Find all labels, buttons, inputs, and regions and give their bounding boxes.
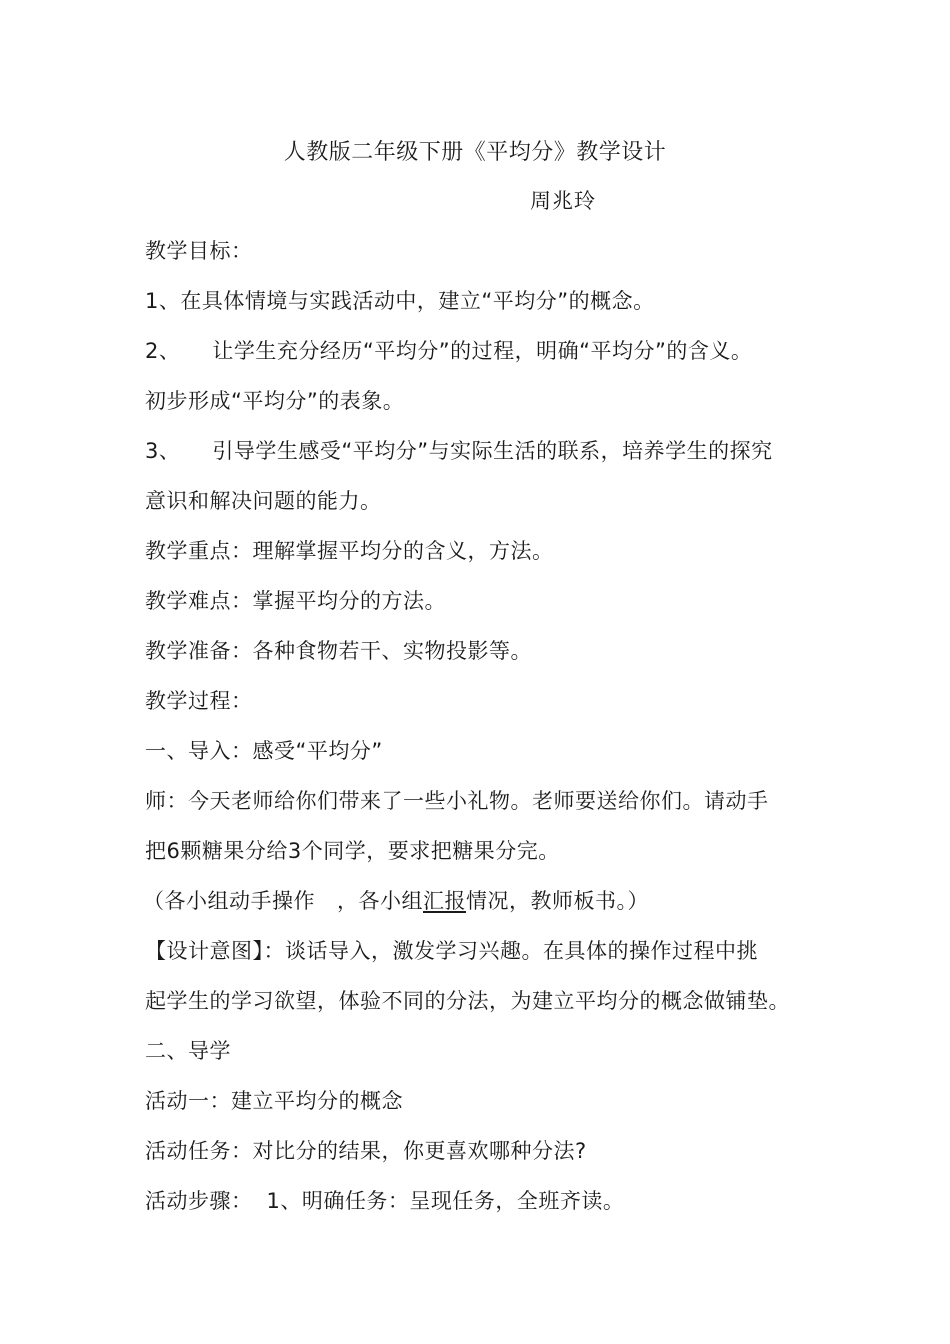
teacher-speech: 师：今天老师给你们带来了一些小礼物。老师要送给你们。请动手 — [145, 789, 769, 813]
group-activity-part-1: （各小组动手操作 — [143, 889, 315, 913]
objective-3-text: 引导学生感受“平均分”与实际生活的联系，培养学生的探究 — [212, 439, 773, 463]
key-points: 教学重点：理解掌握平均分的含义，方法。 — [145, 539, 554, 563]
objective-2-text: 让学生充分经历“平均分”的过程，明确“平均分”的含义。 — [212, 339, 753, 363]
group-activity-note — [143, 887, 649, 915]
activity-steps-label: 活动步骤： — [145, 1189, 253, 1213]
objective-2 — [145, 337, 752, 365]
activity-1-heading: 活动一：建立平均分的概念 — [145, 1089, 403, 1113]
section-heading-process: 教学过程： — [145, 689, 253, 713]
author-name: 周兆玲 — [530, 189, 596, 213]
group-activity-part-2: ，各小组 — [337, 889, 423, 913]
underlined-word-report: 汇报 — [423, 889, 466, 913]
step-1-heading: 一、导入：感受“平均分” — [145, 739, 383, 763]
section-heading-objectives: 教学目标： — [145, 239, 253, 263]
objective-2-number: 2、 — [145, 339, 181, 363]
objective-1: 1、在具体情境与实践活动中，建立“平均分”的概念。 — [145, 289, 655, 313]
design-intent: 【设计意图】：谈话导入，激发学习兴趣。在具体的操作过程中挑 — [145, 939, 758, 963]
activity-steps-text: 1、明确任务：呈现任务，全班齐读。 — [266, 1189, 625, 1213]
objective-3-continued: 意识和解决问题的能力。 — [145, 489, 382, 513]
activity-task: 活动任务：对比分的结果，你更喜欢哪种分法? — [145, 1139, 587, 1163]
step-2-heading: 二、导学 — [145, 1039, 231, 1063]
group-activity-part-3: 情况，教师板书。） — [466, 889, 649, 913]
objective-2-continued: 初步形成“平均分”的表象。 — [145, 389, 405, 413]
difficult-points: 教学难点：掌握平均分的方法。 — [145, 589, 446, 613]
activity-steps — [145, 1187, 624, 1215]
objective-3 — [145, 437, 773, 465]
teaching-preparation: 教学准备：各种食物若干、实物投影等。 — [145, 639, 532, 663]
design-intent-continued: 起学生的学习欲望，体验不同的分法，为建立平均分的概念做铺垫。 — [145, 989, 790, 1013]
document-title: 人教版二年级下册《平均分》教学设计 — [283, 140, 667, 165]
teacher-speech-continued: 把6颗糖果分给3个同学，要求把糖果分完。 — [145, 839, 560, 863]
objective-3-number: 3、 — [145, 439, 181, 463]
